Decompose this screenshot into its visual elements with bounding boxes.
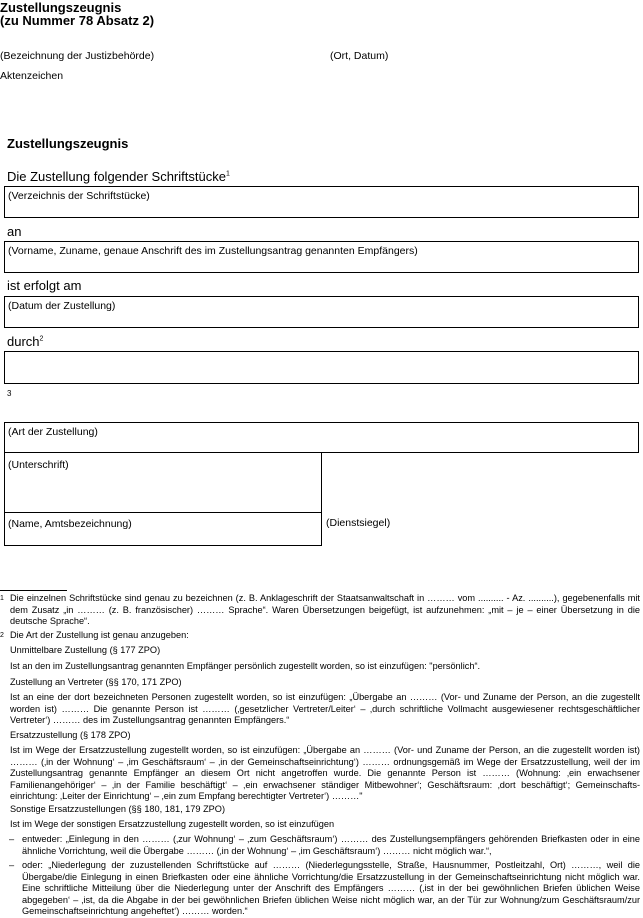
option-either-text: entweder: „Einlegung in den ……… (‚zur Wohnung‘ – ‚zum Geschäftsraum‘) ……… des Zustellungsempfängers gehörenden Briefkasten oder in eine ähnliche Vorrichtung, weil die Übergabe ……… (‚in der Wohnung‘ – ‚im Geschäftsraum‘) ……… nicht möglich war.“,	[22, 834, 640, 856]
documents-field[interactable]	[4, 186, 639, 218]
delivered-by-field[interactable]	[4, 351, 639, 384]
heading-other-substitute: Sonstige Ersatzzustellungen (§§ 180, 181, 179 ZPO)	[10, 804, 226, 814]
name-title-label: (Name, Amtsbezeichnung)	[8, 518, 132, 530]
recipient-label: (Vorname, Zuname, genaue Anschrift des im Zustellungsantrag genannten Empfängers)	[8, 245, 418, 257]
heading-representative: Zustellung an Vertreter (§§ 170, 171 ZPO)	[10, 677, 182, 687]
footnote-ref-1: 1	[225, 170, 230, 178]
option-or-text: oder: „Niederlegung der zuzustellenden Schriftstücke auf ……… (Niederlegungsstelle, Straße, Hausnummer, Postleitzahl, Ort) ………, weil die Übergabe/die Einlegung in einen Briefkasten oder eine ähnliche Vorrichtung/die Ersatzzustellung in der Gemeinschaftseinrichtung nicht möglich war. Eine schriftliche Mitteilung über die Niederlegung unter der Anschrift des Empfängers ……… (‚ist in der bei gewöhnlichen Briefen üblichen Weise abgegeben‘ – ‚ist, da die Abgabe in der bei gewöhnlichen Briefen üblichen Weise nicht möglich war, an der Tür zur Wohnung/zum Geschäftsraum/zur Gemeinschaftseinrichtung angeheftet‘) ……… worden.“	[22, 860, 640, 917]
authority-label: (Bezeichnung der Justizbehörde)	[0, 50, 155, 62]
delivery-intro: Die Zustellung folgender Schriftstücke$^1$	[7, 169, 230, 184]
signature-field[interactable]	[4, 453, 322, 513]
delivery-type-field[interactable]	[4, 422, 639, 453]
documents-label: (Verzeichnis der Schriftstücke)	[8, 190, 150, 202]
footnote-ref-2: 2	[39, 335, 44, 343]
heading-substitute-delivery: Ersatzzustellung (§ 178 ZPO)	[10, 730, 131, 740]
to-label: an	[7, 224, 22, 239]
footnote-1	[0, 593, 640, 628]
signature-label: (Unterschrift)	[8, 459, 69, 471]
type-label: (Art der Zustellung)	[8, 426, 98, 438]
text-representative: Ist an eine der dort bezeichneten Personen zugestellt worden, so ist einzufügen: „Übergabe an ……… (Vor- und Zuname der Person, an die zugestellt worden ist) ……… Die genannte Person ist ……… (‚gesetzlicher Vertreter/Leiter‘ – ‚durch schriftliche Vollmacht ausgewiesener rechtsgeschäftlicher Vertreter‘) ……… des im Zustellungsantrag genannten Empfängers.“	[10, 692, 640, 726]
name-title-field[interactable]	[4, 512, 322, 546]
footnote-separator	[0, 590, 67, 591]
file-number-label: Aktenzeichen	[0, 70, 64, 82]
text-other-substitute: Ist im Wege der sonstigen Ersatzzustellung zugestellt worden, so ist einzufügen	[10, 819, 335, 829]
footnote-number-2: 2	[0, 632, 4, 639]
footnote-1-text: Die einzelnen Schriftstücke sind genau zu bezeichnen (z. B. Anklageschrift der Staatsanwaltschaft in ……… vom .......... - Az. ..........), gegebenenfalls mit dem Zusatz „in ……… (z. B. französischer) ……… Sprache“. Waren Übersetzungen beigefügt, ist aufzunehmen: „mit – je – einer Übersetzung in die deutsche Sprache“.	[10, 593, 640, 627]
by-label: durch$^2$	[7, 334, 44, 349]
footnote-2-text: Die Art der Zustellung ist genau anzugeben:	[10, 630, 189, 640]
page-subtitle: (zu Nummer 78 Absatz 2)	[0, 13, 155, 28]
delivery-date-field[interactable]	[4, 296, 639, 328]
place-date-label: (Ort, Datum)	[330, 50, 389, 62]
date-label: (Datum der Zustellung)	[8, 300, 116, 312]
option-either: – entweder: „Einlegung in den ……… (‚zur Wohnung‘ – ‚zum Geschäftsraum‘) ……… des Zustellungsempfängers gehörenden Briefkasten oder in eine ähnliche Vorrichtung, weil die Übergabe ……… (‚in der Wohnung‘ – ‚im Geschäftsraum‘) ……… nicht möglich war.“,	[9, 834, 640, 856]
page-title: Zustellungszeugnis	[0, 0, 122, 15]
form-heading: Zustellungszeugnis	[7, 136, 129, 151]
footnote-2	[0, 630, 640, 642]
text-direct-delivery: Ist an den im Zustellungsantrag genannten Empfänger persönlich zugestellt worden, so ist einzufügen: "persönlich“.	[10, 661, 481, 671]
text-substitute-delivery: Ist im Wege der Ersatzzustellung zugestellt worden, so ist einzufügen: „Übergabe an ……… (Vor- und Zuname der Person, an die zugestellt worden ist) ……… (‚in der Wohnung‘ – ‚im Geschäftsraum‘ – ‚in der Gemeinschaftseinrichtung‘) ……… ordnungsgemäß im Wege der Ersatzzustellung, weil der im Zustellungsantrag genannte Empfänger an diesem Ort nicht angetroffen wurde. Die genannte Person ist ……… (Wohnung: ‚ein erwachsener Familienangehöriger‘ – ‚in der Familie beschäftigt‘ – ‚ein erwachsener ständiger Mitbewohner‘; Geschäftsraum: ‚dort beschäftigt‘; Gemeinschaftseinrichtung: ‚Leiter der Einrichtung‘ – ‚ein zum Empfang berechtigter Vertreter‘) ………"	[10, 745, 640, 802]
seal-label: (Dienstsiegel)	[326, 517, 391, 529]
heading-direct-delivery: Unmittelbare Zustellung (§ 177 ZPO)	[10, 645, 161, 655]
option-or: – oder: „Niederlegung der zuzustellenden Schriftstücke auf ……… (Niederlegungsstelle, Straße, Hausnummer, Postleitzahl, Ort) ………, weil die Übergabe/die Einlegung in einen Briefkasten oder eine ähnliche Vorrichtung/die Ersatzzustellung in der Gemeinschaftseinrichtung nicht möglich war. Eine schriftliche Mitteilung über die Niederlegung unter der Anschrift des Empfängers ……… (‚ist in der bei gewöhnlichen Briefen üblichen Weise abgegeben‘ – ‚ist, da die Abgabe in der bei gewöhnlichen Briefen üblichen Weise nicht möglich war, an der Tür zur Wohnung/zum Geschäftsraum/zur Gemeinschaftseinrichtung angeheftet‘) ……… worden.“	[9, 860, 640, 917]
footnote-ref-3: 3	[7, 389, 12, 398]
footnote-number-1: 1	[0, 595, 4, 602]
recipient-field[interactable]	[4, 241, 639, 273]
date-intro: ist erfolgt am	[7, 278, 82, 293]
